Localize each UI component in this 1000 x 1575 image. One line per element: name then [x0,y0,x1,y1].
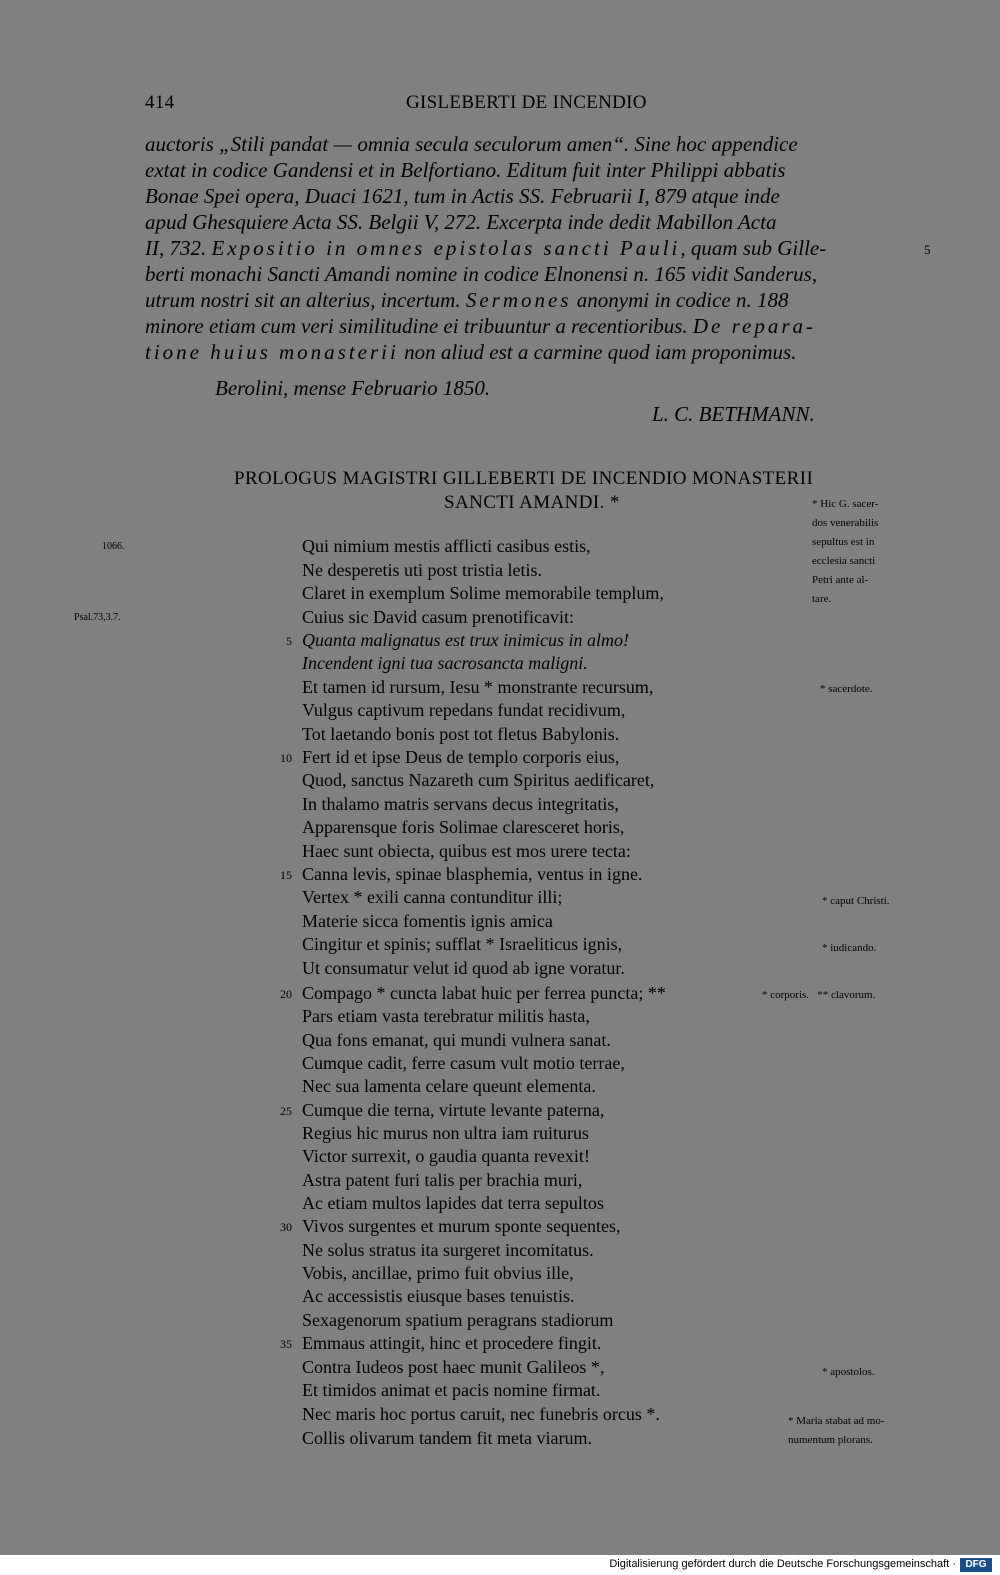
note-line: Petri ante al- [812,574,869,586]
line-number: 15 [280,868,292,882]
running-title: GISLEBERTI DE INCENDIO [406,92,647,113]
line-number: 30 [280,1220,292,1234]
verse-line: Canna levis, spinae blasphemia, ventus in igne. [302,864,643,884]
note-line: numentum plorans. [788,1434,873,1446]
spaced-title: Sermones [465,288,572,312]
marginal-note [812,495,918,609]
prologue-subtitle: SANCTI AMANDI. * [444,492,620,513]
intro-line: apud Ghesquiere Acta SS. Belgii V, 272. Excerpta inde dedit Mabillon Acta [145,210,777,234]
intro-text: anonymi in codice n. 188 [576,288,789,312]
verse-line: Ne desperetis uti post tristia letis. [302,560,542,580]
spaced-title: tione huius monasterii [145,340,399,364]
verse-line: Ac accessistis eiusque bases tenuistis. [302,1286,575,1306]
intro-line [145,313,920,339]
verse-line: Apparensque foris Solimae claresceret horis, [302,817,625,837]
verse-line: Victor surrexit, o gaudia quanta revexit! [302,1146,590,1166]
intro-line [145,339,920,365]
verse-line: Cumque die terna, virtute levante paterna, [302,1100,605,1120]
verse-line: Fert id et ipse Deus de templo corporis eius, [302,747,620,767]
verse-line: Nec maris hoc portus caruit, nec funebris orcus *. [302,1404,660,1424]
line-number: 10 [280,751,292,765]
verse-line: Astra patent furi talis per brachia muri, [302,1170,583,1190]
verse-line: Emmaus attingit, hinc et procedere fingit. [302,1333,602,1353]
verse-line: Ne solus stratus ita surgeret incomitatus. [302,1240,594,1260]
line-number: 35 [280,1337,292,1351]
intro-line-number: 5 [924,242,931,257]
verse-line: Vertex * exili canna contunditur illi; [302,887,563,907]
year-marker: 1066. [102,541,125,552]
verse-line: Quanta malignatus est trux inimicus in almo! [302,630,629,650]
note-line: sepultus est in [812,536,875,548]
verse-line: Qui nimium mestis afflicti casibus estis, [302,536,591,556]
intro-text: utrum nostri sit an alterius, incertum. [145,288,461,312]
line-number: 20 [280,987,292,1001]
dfg-logo: DFG [960,1558,992,1572]
marginal-note: * caput Christi. [822,895,890,907]
verse-line: Sexagenorum spatium peragrans stadiorum [302,1310,614,1330]
note-line: tare. [812,593,832,605]
verse-line: Tot laetando bonis post tot fletus Babylonis. [302,724,620,744]
verse-line: Vulgus captivum repedans fundat recidivum, [302,700,626,720]
intro-text: , quam sub Gille- [680,236,827,260]
verse-line: Ut consumatur velut id quod ab igne voratur. [302,958,625,978]
verse-line: Contra Iudeos post haec munit Galileos *, [302,1357,605,1377]
verse-line: Pars etiam vasta terebratur militis hasta, [302,1006,590,1026]
verse-line: Cingitur et spinis; sufflat * Israeliticus ignis, [302,934,623,954]
marginal-note: * corporis. ** clavorum. [762,989,876,1001]
verse-line: Cuius sic David casum prenotificavit: [302,607,574,627]
note-line: * Maria stabat ad mo- [788,1415,885,1427]
note-line: dos venerabilis [812,517,879,529]
intro-text: II, 732. [145,236,207,260]
signature: L. C. BETHMANN. [652,402,815,426]
verse-line: Vivos surgentes et murum sponte sequentes, [302,1216,621,1236]
line-number: 5 [286,634,292,648]
verse-line: Nec sua lamenta celare queunt elementa. [302,1076,596,1096]
marginal-note: * sacerdote. [820,683,873,695]
verse-line: Qua fons emanat, qui mundi vulnera sanat. [302,1030,611,1050]
dateline: Berolini, mense Februario 1850. [215,376,491,400]
verse-line: Haec sunt obiecta, quibus est mos urere tecta: [302,841,631,861]
verse-line: Quod, sanctus Nazareth cum Spiritus aedificaret, [302,770,655,790]
verse-line: Incendent igni tua sacrosancta maligni. [302,653,588,673]
intro-line [145,235,920,261]
verse-line: Ac etiam multos lapides dat terra sepultos [302,1193,604,1213]
intro-line: extat in codice Gandensi et in Belfortiano. Editum fuit inter Philippi abbatis [145,158,786,182]
marginal-note: * iudicando. [822,942,877,954]
marginal-note [788,1412,885,1450]
intro-text: minore etiam cum veri similitudine ei tribuuntur a recentioribus. [145,314,688,338]
verse-line: Compago * cuncta labat huic per ferrea puncta; ** [302,983,666,1003]
spaced-title: Expositio in omnes epistolas sancti Pauli [211,236,681,260]
intro-line [145,287,920,313]
verse-line: Et tamen id rursum, Iesu * monstrante recursum, [302,677,654,697]
page-number: 414 [145,92,175,113]
line-number: 25 [280,1104,292,1118]
intro-line: berti monachi Sancti Amandi nomine in codice Elnonensi n. 165 vidit Sanderus, [145,262,818,286]
footer-credit: Digitalisierung gefördert durch die Deutsche Forschungsgemeinschaft · [609,1558,956,1570]
verse-line: In thalamo matris servans decus integritatis, [302,794,619,814]
verse-line: Cumque cadit, ferre casum vult motio terrae, [302,1053,625,1073]
intro-text: non aliud est a carmine quod iam proponimus. [404,340,797,364]
psalm-reference: Psal.73,3.7. [74,612,121,623]
note-line: * Hic G. sacer- [812,498,879,510]
marginal-note: * apostolos. [822,1366,875,1378]
verse-line: Collis olivarum tandem fit meta viarum. [302,1428,592,1448]
intro-line: Bonae Spei opera, Duaci 1621, tum in Actis SS. Februarii I, 879 atque inde [145,184,780,208]
verse-line: Materie sicca fomentis ignis amica [302,911,553,931]
note-line: ecclesia sancti [812,555,876,567]
prologue-title: PROLOGUS MAGISTRI GILLEBERTI DE INCENDIO MONASTERII [234,468,814,489]
verse-line: Regius hic murus non ultra iam ruiturus [302,1123,589,1143]
intro-line: auctoris „Stili pandat — omnia secula seculorum amen“. Sine hoc appendice [145,132,798,156]
verse-line: Vobis, ancillae, primo fuit obvius ille, [302,1263,574,1283]
verse-line: Claret in exemplum Solime memorabile templum, [302,583,664,603]
intro-paragraph [145,131,920,365]
spaced-title: De repara- [692,314,817,338]
verse-line: Et timidos animat et pacis nomine firmat. [302,1380,601,1400]
